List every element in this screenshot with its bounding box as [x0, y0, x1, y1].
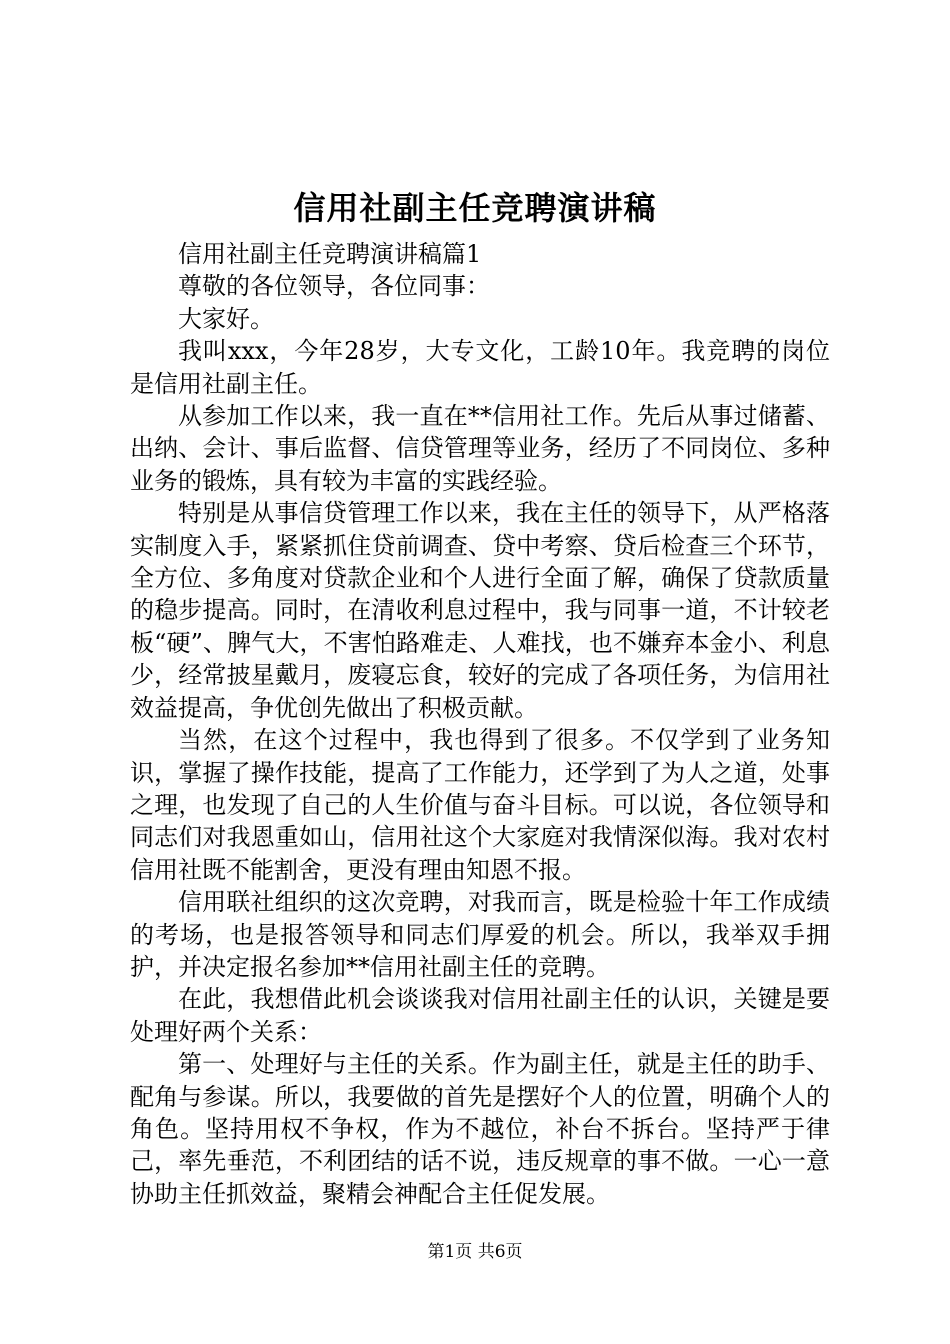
paragraph-subtitle: 信用社副主任竞聘演讲稿篇1 [178, 240, 482, 268]
document-body [130, 238, 830, 1210]
paragraph-first-relation: 第一、处理好与主任的关系。作为副主任，就是主任的助手、配角与参谋。所以，我要做的首先是摆好个人的位置，明确个人的角色。坚持用权不争权，作为不越位，补台不拆台。坚持严于律己，率先垂范，不利团结的话不说，违反规章的事不做。一心一意协助主任抓效益，聚精会神配合主任促发展。 [130, 1050, 830, 1208]
document-title: 信用社副主任竞聘演讲稿 [293, 189, 657, 227]
paragraph-credit-management: 特别是从事信贷管理工作以来，我在主任的领导下，从严格落实制度入手，紧紧抓住贷前调查、贷中考察、贷后检查三个环节，全方位、多角度对贷款企业和个人进行全面了解，确保了贷款质量的稳步提高。同时，在清收利息过程中，我与同事一道，不计较老板“硬”、脾气大，不害怕路难走、人难找，也不嫌弃本金小、利息少，经常披星戴月，废寝忘食，较好的完成了各项任务，为信用社效益提高，争优创先做出了积极贡献。 [130, 499, 830, 722]
paragraph-introduction: 我叫xxx，今年28岁，大专文化，工龄10年。我竞聘的岗位是信用社副主任。 [130, 337, 830, 398]
paragraph-gains: 当然，在这个过程中，我也得到了很多。不仅学到了业务知识，掌握了操作技能，提高了工作能力，还学到了为人之道，处事之理，也发现了自己的人生价值与奋斗目标。可以说，各位领导和同志们对我恩重如山，信用社这个大家庭对我情深似海。我对农村信用社既不能割舍，更没有理由知恩不报。 [130, 726, 830, 884]
paragraph-greeting: 大家好。 [178, 304, 274, 333]
paragraph-understanding: 在此，我想借此机会谈谈我对信用社副主任的认识，关键是要处理好两个关系： [130, 985, 830, 1046]
paragraph-work-history: 从参加工作以来，我一直在**信用社工作。先后从事过储蓄、出纳、会计、事后监督、信贷管理等业务，经历了不同岗位、多种业务的锻炼，具有较为丰富的实践经验。 [130, 402, 830, 495]
page-footer: 第1页 共6页 [427, 1242, 523, 1262]
paragraph-competition: 信用联社组织的这次竞聘，对我而言，既是检验十年工作成绩的考场，也是报答领导和同志们厚爱的机会。所以，我举双手拥护，并决定报名参加**信用社副主任的竞聘。 [130, 888, 830, 981]
paragraph-salutation: 尊敬的各位领导，各位同事： [178, 272, 490, 301]
